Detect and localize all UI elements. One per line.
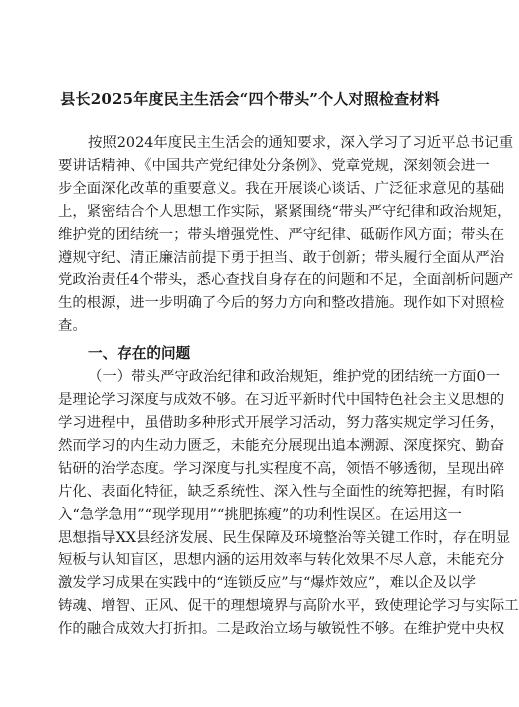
text-line: 党政治责任4个带头，悉心查找自身存在的问题和不足，全面剖析问题产 <box>58 272 514 289</box>
text-line: 激发学习成果在实践中的“连锁反应”与“爆炸效应”，难以企及以学 <box>58 575 476 592</box>
text-line: 入“急学急用”“现学现用”“挑肥拣瘦”的功利性误区。在运用这一 <box>58 506 462 523</box>
text-line: 然而学习的内生动力匮乏，未能充分展现出追本溯源、深度探究、勤奋 <box>58 437 505 454</box>
text-line: 作的融合成效大打折扣。二是政治立场与敏锐性不够。在维护党中央权 <box>58 621 505 638</box>
text-line: 铸魂、增智、正风、促干的理想境界与高阶水平，致使理论学习与实际工 <box>58 598 519 615</box>
text-line: 思想指导XX县经济发展、民生保障及环境整治等关键工作时，存在明显 <box>58 529 511 546</box>
text-line: 要讲话精神、《中国共产党纪律处分条例》、党章党规，深刻领会进一 <box>58 157 490 174</box>
text-line: （一）带头严守政治纪律和政治规矩，维护党的团结统一方面0一 <box>88 369 501 386</box>
intro-paragraph <box>58 132 514 338</box>
text-line: 学习进程中，虽借助多种形式开展学习活动，努力落实规定学习任务， <box>58 414 505 431</box>
text-line: 是理论学习深度与成效不够。在习近平新时代中国特色社会主义思想的 <box>58 392 505 409</box>
text-line: 查。 <box>58 318 87 335</box>
text-line: 按照2024年度民主生活会的通知要求，深入学习了习近平总书记重 <box>88 135 514 151</box>
section-heading: 一、存在的问题 <box>88 345 191 363</box>
text-line: 步全面深化改革的重要意义。我在开展谈心谈话、广泛征求意见的基础 <box>58 180 505 197</box>
text-line: 维护党的团结统一；带头增强党性、严守纪律、砥砺作风方面；带头在 <box>58 226 505 243</box>
section-paragraph <box>58 366 519 641</box>
document-body <box>58 132 519 641</box>
text-line: 生的根源，进一步明确了今后的努力方向和整改措施。现作如下对照检 <box>58 295 505 312</box>
document-title: 县长2025年度民主生活会“四个带头”个人对照检查材料 <box>60 90 440 108</box>
text-line: 钻研的治学态度。学习深度与扎实程度不高，领悟不够透彻，呈现出碎 <box>58 460 505 477</box>
text-line: 片化、表面化特征，缺乏系统性、深入性与全面性的统筹把握，有时陷 <box>58 483 505 500</box>
text-line: 遵规守纪、清正廉洁前提下勇于担当、敢于创新；带头履行全面从严治 <box>58 249 505 266</box>
text-line: 短板与认知盲区，思想内涵的运用效率与转化效果不尽人意，未能充分 <box>58 552 505 569</box>
text-line: 上，紧密结合个人思想工作实际，紧紧围绕“带头严守纪律和政治规矩， <box>58 203 512 220</box>
